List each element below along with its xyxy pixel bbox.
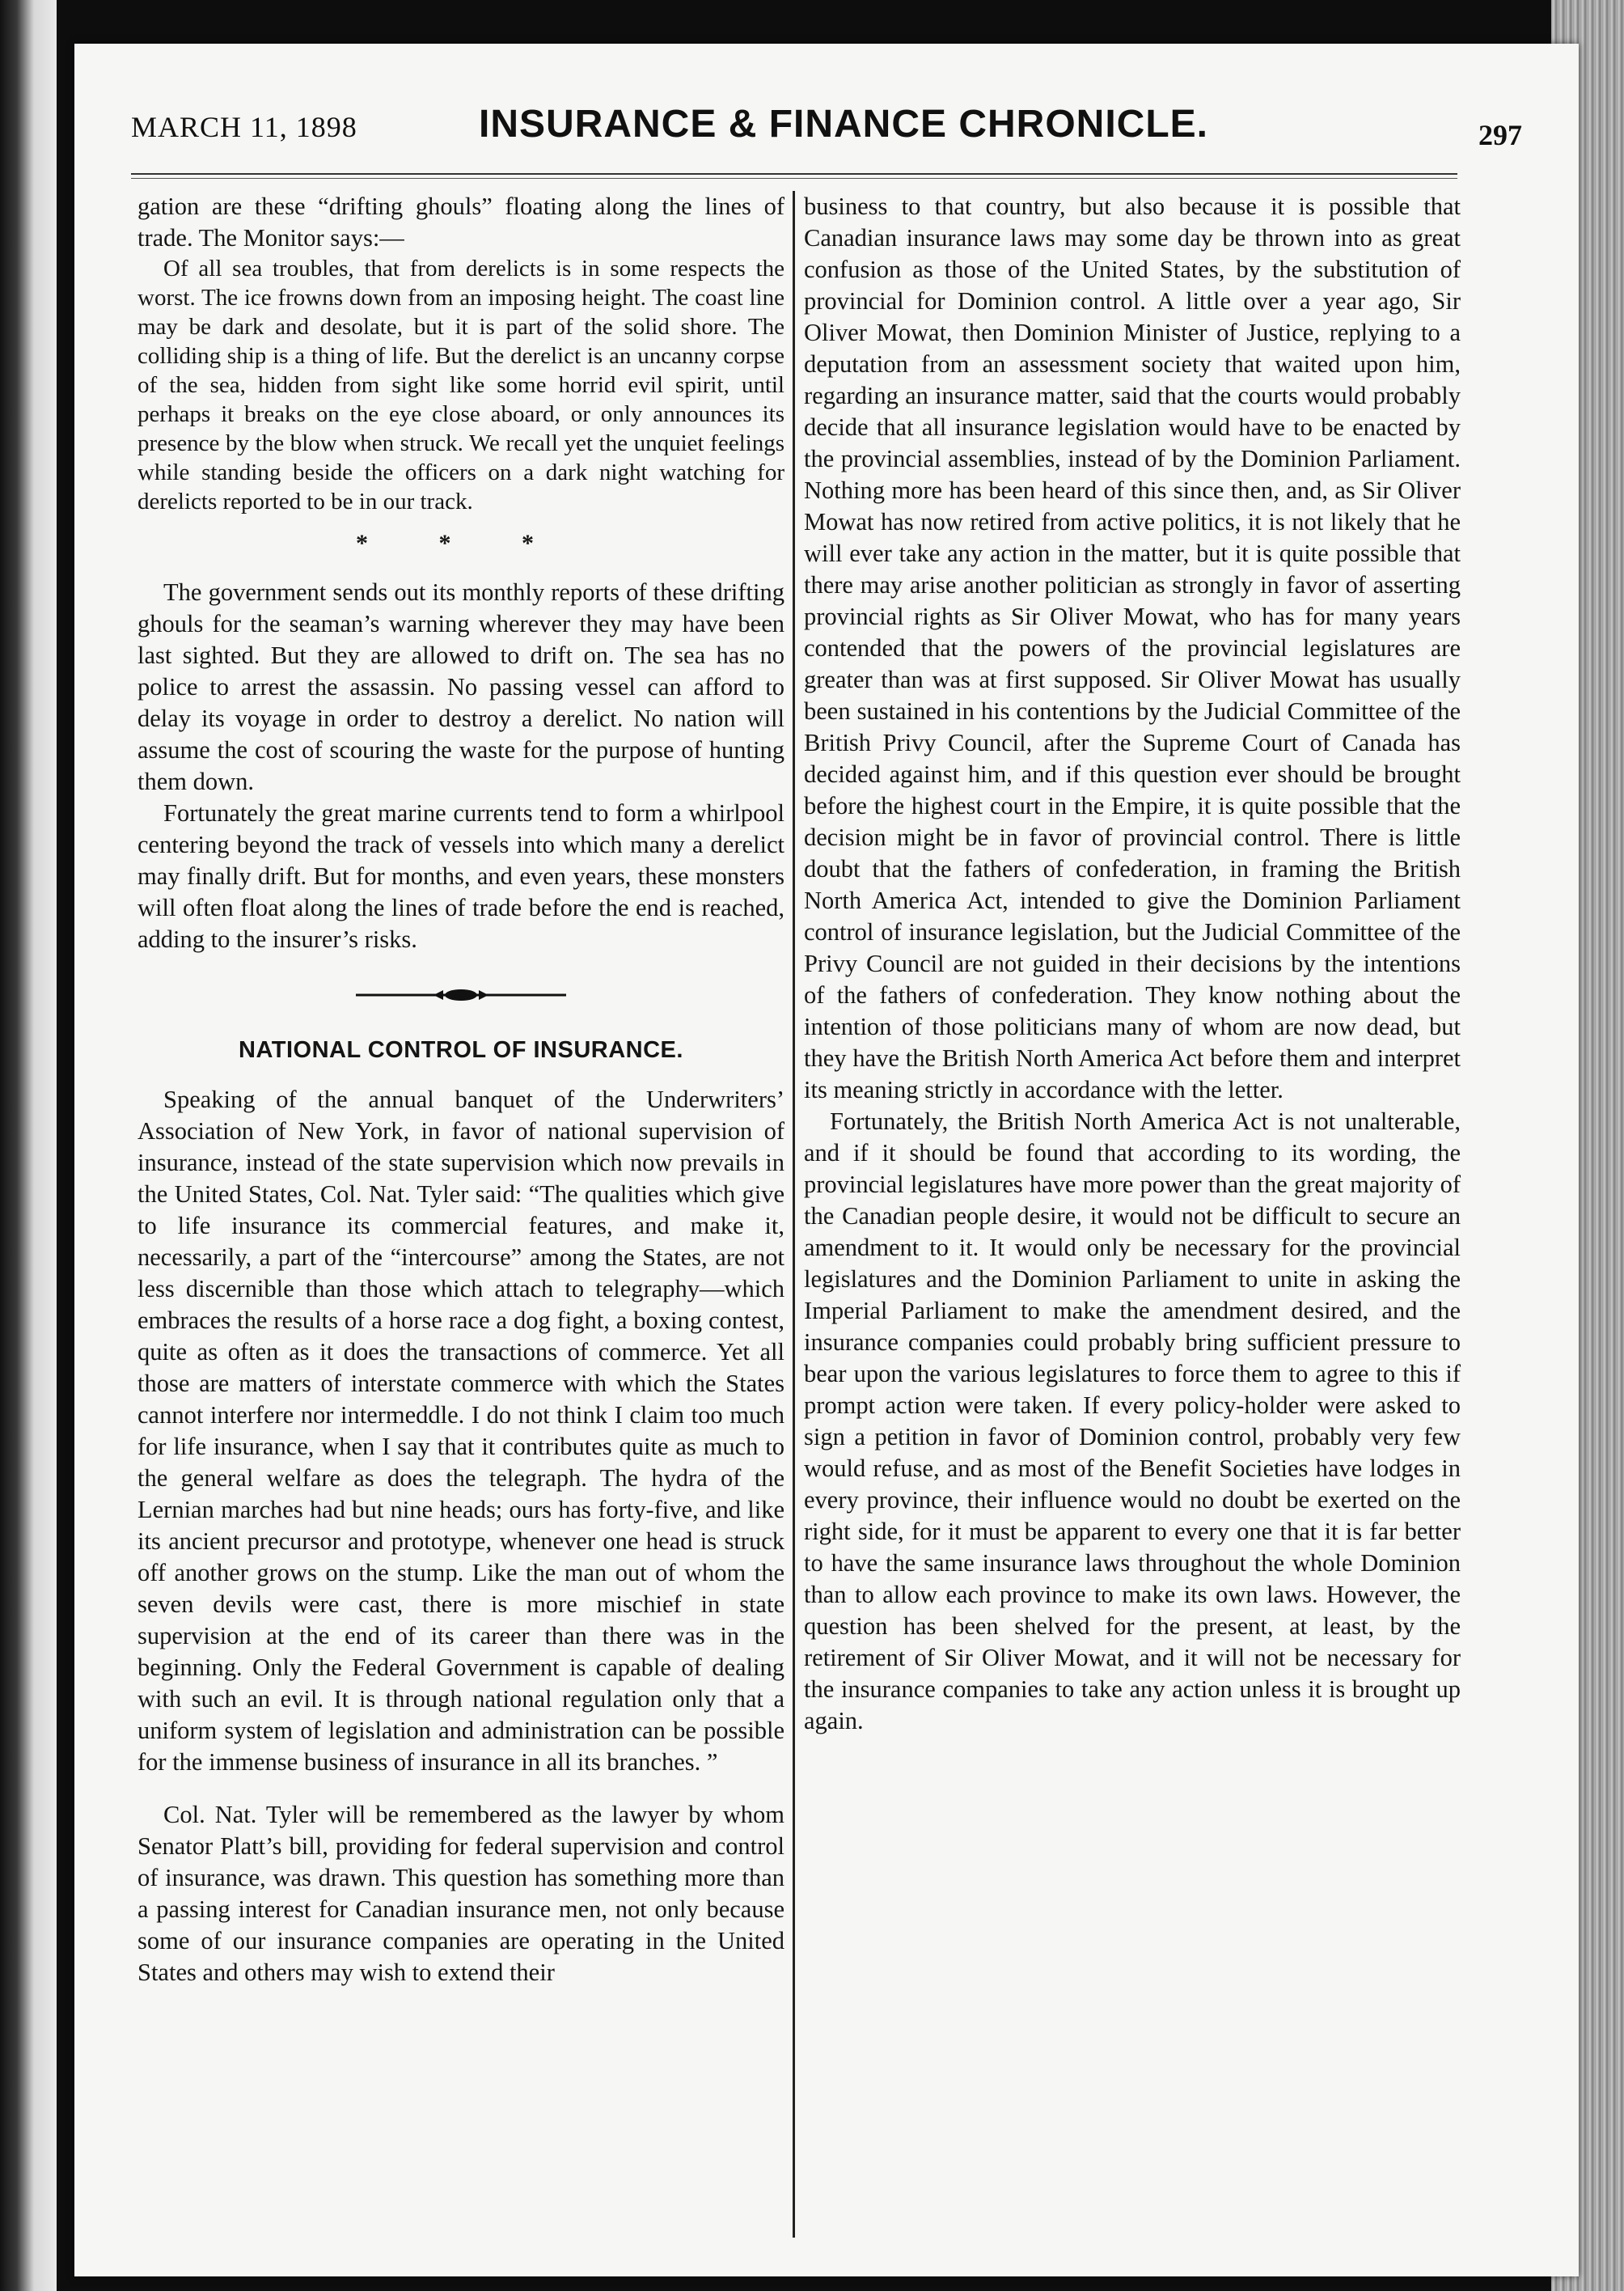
masthead-rule <box>131 173 1457 179</box>
ornament-icon <box>356 986 566 1004</box>
column-divider <box>793 191 795 2238</box>
amendment-paragraph: Fortunately, the British North America Act is not unalterable, and if it should be found that according to its wording, the provincial legislatures have more power than the great majority of the Canadian people desire, it would not be difficult to secure an amendment to it. It would only be necessary for the provincial legislatures and the Dominion Parliament to unite in asking the Imperial Parliament to make the amendment desired, and the insurance companies could probably bring sufficient pressure to bear upon the various legislatures to force them to agree to this if prompt action were taken. If every policy-holder were asked to sign a petition in favor of Dominion control, probably very few would refuse, and as most of the Benefit Societies have lodges in every province, their influence would no doubt be exerted on the right side, for it must be apparent to every one that it is far better to have the same insurance laws throughout the whole Dominion than to allow each province to make its own laws. However, the question has been shelved for the present, at least, by the retirement of Sir Oliver Mowat, and it will not be necessary for the insurance companies to take any action unless it is brought up again. <box>804 1107 1461 1734</box>
business-paragraph: business to that country, but also because it is possible that Canadian insurance laws may some day be thrown into as great confusion as those of the United States, by the substitution of provincial for Dominion control. A little over a year ago, Sir Oliver Mowat, then Dominion Minister of Justice, replying to a deputation from an assessment society that waited upon him, regarding an insurance matter, said that the courts would probably decide that all insurance legislation would have to be enacted by the provincial assemblies, instead of by the Dominion Parliament. Nothing more has been heard of this since then, and, as Sir Oliver Mowat has now retired from active politics, it is not likely that he will ever take any action in the matter, but it is quite possible that there may arise another politician as strongly in favor of asserting provincial rights as Sir Oliver Mowat, who has for many years contended that the powers of the provincial legislatures are greater than was at first supposed. Sir Oliver Mowat has usually been sustained in his contentions by the Judicial Committee of the British Privy Council, after the Supreme Court of Canada has decided against him, and if this question ever should be brought before the highest court in the Empire, it is quite possible that the decision might be in favor of provincial control. There is little doubt that the fathers of confederation, in framing the British North America Act, intended to give the Dominion Parliament control of insurance legislation, but the Judicial Committee of the Privy Council are not guided in their decisions by the intentions of the fathers of confederation. They know nothing about the intention of those politicians many of whom are now dead, but they have the British North America Act before them and interpret its meaning strictly in accordance with the letter. <box>804 193 1461 1103</box>
tyler-paragraph: Col. Nat. Tyler will be remembered as the lawyer by whom Senator Platt’s bill, providing for federal supervision and control of insurance, was drawn. This question has something more than a passing interest for Canadian insurance men, not only because some of our insurance companies are operating in the United States and others may wish to extend their <box>137 1801 785 1986</box>
newspaper-page <box>74 44 1579 2276</box>
speaking-paragraph: Speaking of the annual banquet of the Underwriters’ Association of New York, in favor of national supervision of insurance, instead of the state supervision which now prevails in the United States, Col. Nat. Tyler said: “The qualities which give to life insurance its commercial features, and make it, necessarily, a part of the “intercourse” among the States, are not less discernible than those which attach to telegraphy—which embraces the results of a horse race a dog fight, a boxing contest, quite as often as it does the transactions of commerce. Yet all those are matters of interstate commerce with which the States cannot interfere nor intermeddle. I do not think I claim too much for life insurance, when I say that it contributes quite as much to the general welfare as does the telegraph. The hydra of the Lernian marches had but nine heads; ours has forty-five, and like its ancient precursor and prototype, whenever one head is struck off another grows on the stump. Like the man out of whom the seven devils were cast, there is more mischief in state supervision at the end of its career than there was in the beginning. Only the Federal Government is capable of dealing with such an evil. It is through national regulation only that a uniform system of legislation and administration can be possible for the immense business of insurance in all its branches. ” <box>137 1086 785 1776</box>
decorative-rule-ornament <box>137 986 785 1004</box>
masthead <box>131 94 1522 159</box>
marine-currents-paragraph: Fortunately the great marine currents tend to form a whirlpool centering beyond the track of vessels into which many a derelict may finally drift. But for months, and even years, these monsters will often float along the lines of trade before the end is reached, adding to the insurer’s risks. <box>137 799 785 953</box>
publication-title: INSURANCE & FINANCE CHRONICLE. <box>479 103 1209 146</box>
section-separator-stars: * * * <box>356 530 566 557</box>
page-number: 297 <box>1478 119 1522 151</box>
issue-date: MARCH 11, 1898 <box>131 111 357 143</box>
left-column <box>137 191 785 1988</box>
monitor-quote: Of all sea troubles, that from derelicts is in some respects the worst. The ice frowns down from an imposing height. The coast line may be dark and desolate, but it is part of the solid shore. The colliding ship is a thing of life. But the derelict is an uncanny corpse of the sea, hidden from sight like some horrid evil spirit, until perhaps it breaks on the eye close aboard, or only announces its presence by the blow when struck. We recall yet the unquiet feelings while standing beside the officers on a dark night watching for derelicts reported to be in our track. <box>137 256 785 515</box>
adjacent-page-edge <box>0 0 57 2291</box>
right-column <box>804 191 1461 1737</box>
government-paragraph: The government sends out its monthly reports of these drifting ghouls for the seaman’s warning wherever they may have been last sighted. But they are allowed to drift on. The sea has no police to arrest the assassin. No passing vessel can afford to delay its voyage in order to destroy a derelict. No nation will assume the cost of scouring the waste for the purpose of hunting them down. <box>137 578 785 795</box>
intro-paragraph: gation are these “drifting ghouls” floating along the lines of trade. The Monitor says:— <box>137 193 785 252</box>
section-heading: NATIONAL CONTROL OF INSURANCE. <box>239 1037 683 1063</box>
